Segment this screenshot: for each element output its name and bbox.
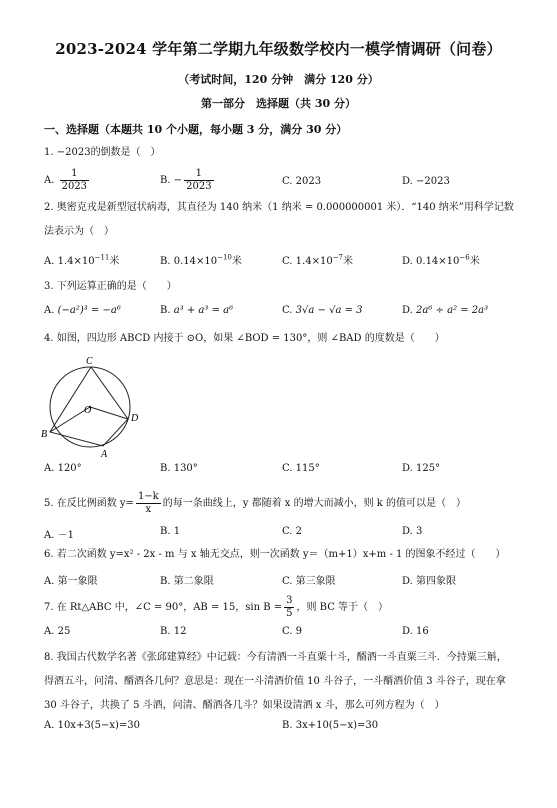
q6-option-b: B. 第二象限	[160, 576, 214, 587]
question-1	[44, 146, 161, 160]
question-4: 4. 如图，四边形 ABCD 内接于 ⊙O，如果 ∠BOD = 130°，则 ∠BAD 的度数是（ ）	[44, 333, 445, 344]
q1-option-c: C. 2023	[282, 176, 322, 187]
q1-option-d: D. −2023	[402, 176, 450, 187]
q2-a-exp: −11	[94, 253, 110, 262]
q1-b-sign: −	[173, 175, 183, 186]
label-b: B	[41, 429, 48, 440]
part-heading: 第一部分 选择题（共 30 分）	[201, 97, 356, 110]
q1-b-den: 2023	[186, 181, 212, 192]
q4-option-c: C. 115°	[282, 463, 320, 474]
q7-suffix: ，则 BC 等于（ ）	[296, 602, 389, 613]
q1-option-b	[160, 168, 216, 193]
q3-a-expr: (−a²)³ = −a⁶	[57, 305, 121, 316]
q3-d-expr: 2a⁶ ÷ a² = 2a³	[416, 305, 489, 316]
q6-option-d: D. 第四象限	[402, 576, 457, 587]
circle-figure	[40, 355, 150, 460]
label-o: O	[84, 405, 92, 416]
question-7	[44, 594, 388, 622]
q2-c-exp: −7	[332, 253, 344, 262]
q2-d-label: D.	[402, 256, 413, 267]
q1-option-a	[44, 168, 91, 193]
segment-od	[90, 407, 128, 419]
q7-num: 3	[286, 595, 293, 606]
page-title: 2023-2024 学年第二学期九年级数学校内一模学情调研（问卷）	[55, 40, 502, 58]
q3-c-expr: 3√a − √a = 3	[295, 305, 363, 316]
question-5	[44, 490, 466, 518]
q2-d-base: 0.14×10	[416, 256, 460, 267]
q2-d-exp: −6	[459, 253, 470, 262]
q6-option-c: C. 第三象限	[282, 576, 336, 587]
q7-prefix: 7. 在 Rt△ABC 中，∠C = 90°，AB = 15，sin B =	[44, 602, 283, 613]
q6-option-a: A. 第一象限	[44, 576, 98, 587]
q5-fraction	[136, 491, 161, 516]
q1-b-label: B.	[160, 175, 171, 186]
q3-option-d	[402, 305, 488, 316]
q5-option-a: A. －1	[44, 530, 74, 541]
q2-a-label: A.	[44, 256, 55, 267]
q1-number: 1.	[44, 147, 54, 158]
label-a: A	[101, 449, 108, 460]
q2-option-c	[282, 252, 353, 267]
q2-option-d	[402, 252, 480, 267]
section-heading: 一、选择题（本题共 10 个小题，每小题 3 分，满分 30 分）	[44, 123, 348, 136]
question-3: 3. 下列运算正确的是（ ）	[44, 281, 177, 292]
q7-fraction	[284, 595, 294, 620]
q7-den: 5	[286, 608, 293, 619]
q8-option-a: A. 10x+3(5−x)=30	[44, 720, 140, 731]
q3-c-label: C.	[282, 305, 293, 316]
q2-b-exp: −10	[217, 253, 232, 262]
label-c: C	[86, 356, 93, 367]
q2-b-unit: 米	[231, 256, 242, 267]
q7-option-d: D. 16	[402, 626, 429, 637]
q1-b-num: 1	[184, 168, 213, 181]
q7-option-c: C. 9	[282, 626, 303, 637]
q1-text: 的倒数是（ ）	[90, 147, 161, 158]
q2-option-a	[44, 252, 119, 267]
q1-a-label: A.	[44, 175, 55, 186]
q1-a-den: 2023	[61, 181, 88, 192]
q1-b-fraction	[184, 168, 213, 193]
q5-prefix: 5. 在反比例函数 y=	[44, 498, 134, 509]
q1-value: −2023	[56, 147, 91, 158]
q1-a-fraction	[60, 168, 89, 193]
question-6: 6. 若二次函数 y=x² - 2x - m 与 x 轴无交点，则一次函数 y＝（m+1）x+m - 1 的图象不经过（ ）	[44, 549, 506, 560]
q2-b-label: B.	[160, 256, 171, 267]
q3-d-label: D.	[402, 305, 413, 316]
q2-c-unit: 米	[343, 256, 354, 267]
exam-info: （考试时间，120 分钟 满分 120 分）	[178, 73, 379, 86]
q1-a-num: 1	[60, 168, 89, 181]
q2-c-base: 1.4×10	[295, 256, 333, 267]
q5-option-d: D. 3	[402, 526, 423, 537]
q5-suffix: 的每一条曲线上，y 都随着 x 的增大而减小，则 k 的值可以是（ ）	[162, 498, 466, 509]
q2-a-unit: 米	[109, 256, 120, 267]
q5-den: x	[145, 504, 152, 515]
q3-option-a	[44, 305, 121, 316]
q5-num: 1−k	[137, 491, 159, 502]
q4-option-d: D. 125°	[402, 463, 441, 474]
q4-option-a: A. 120°	[44, 463, 82, 474]
q2-b-base: 0.14×10	[173, 256, 218, 267]
q2-d-unit: 米	[469, 256, 480, 267]
q3-b-expr: a³ + a³ = a⁶	[173, 305, 234, 316]
label-d: D	[131, 413, 139, 424]
q2-option-b	[160, 252, 242, 267]
q3-b-label: B.	[160, 305, 171, 316]
q7-option-b: B. 12	[160, 626, 187, 637]
q4-option-b: B. 130°	[160, 463, 198, 474]
q2-c-label: C.	[282, 256, 293, 267]
q3-option-b	[160, 305, 233, 316]
question-8: 8. 我国古代数学名著《张邱建算经》中记载：今有清酒一斗直粟十斗，醑酒一斗直粟三斗．今持粟三斛，得酒五斗，问清、醑酒各几何？意思是：现在一斗清酒价值 10 斗谷子，一斗醑酒价值 3 斗谷子，现在拿 30 斗谷子，共换了 5 斗酒，问清、醑酒各几斗？如果设清酒 x 斗，那么可列方程为（ ）	[44, 652, 507, 711]
q5-option-c: C. 2	[282, 526, 303, 537]
q7-option-a: A. 25	[44, 626, 71, 637]
q3-option-c	[282, 305, 363, 316]
question-2: 2. 奥密克戎是新型冠状病毒，其直径为 140 纳米（1 纳米 = 0.000000001 米）．“140 纳米”用科学记数法表示为（ ）	[44, 202, 514, 237]
q5-option-b: B. 1	[160, 526, 181, 537]
q3-a-label: A.	[44, 305, 55, 316]
q2-a-base: 1.4×10	[57, 256, 95, 267]
q8-option-b: B. 3x+10(5−x)=30	[282, 720, 379, 731]
